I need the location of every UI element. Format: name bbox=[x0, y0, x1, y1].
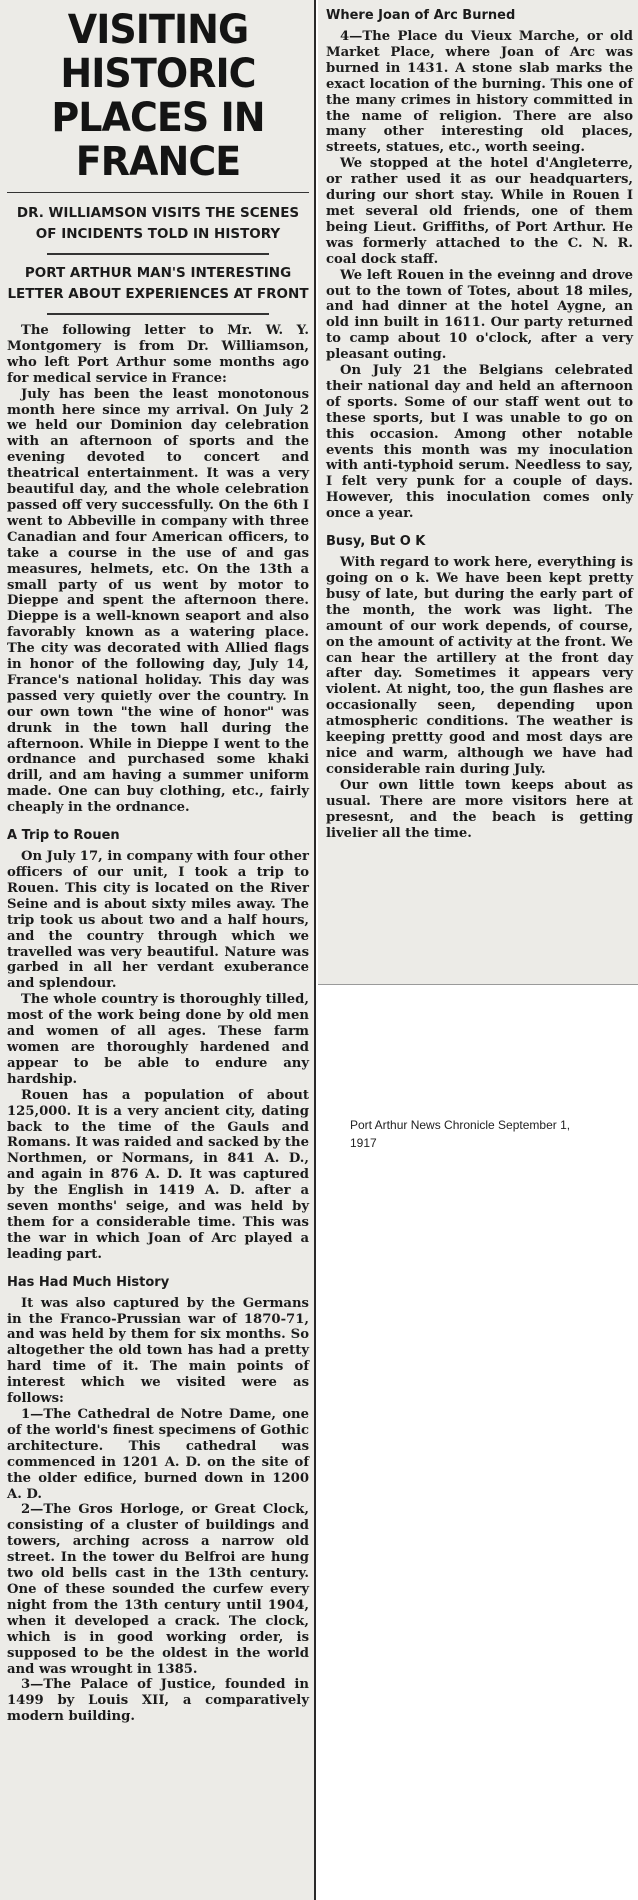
section-subhead: Has Had Much History bbox=[7, 1274, 170, 1290]
paragraph: 2—The Gros Horloge, or Great Clock, consisting of a cluster of buildings and towers, arching across a narrow old street. In the tower du Belfroi are hung two old bells cast in the 13th century. One of these sounded the curfew every night from the 13th century until 1904, when it developed a crack. The clock, which is in good working order, is supposed to be the oldest in the world and was wrought in 1385. bbox=[7, 1502, 309, 1677]
paragraph: Rouen has a population of about 125,000. It is a very ancient city, dating back to the time of the Gauls and Romans. It was raided and sacked by the Northmen, or Normans, in 841 A. D., and again in 876 A. D. It was captured by the English in 1419 A. D. after a seven months' seige, and was held by them for a considerable time. This was the war in which Joan of Arc played a leading part. bbox=[7, 1087, 309, 1262]
paragraph: With regard to work here, everything is going on o k. We have been kept pretty busy of late, but during the early part of the month, the work was light. The amount of our work depends, of course, on the amount of activity at the front. We can hear the artillery at the front day after day. Sometimes it appears very violent. At night, too, the gun flashes are occasionally seen, depending upon atmospheric conditions. The weather is keeping prettty good and most days are nice and warm, although we have had considerable rain during July. bbox=[326, 555, 633, 777]
right-column bbox=[318, 0, 638, 985]
paragraph: On July 21 the Belgians celebrated their national day and held an afternoon of sports. Some of our staff went out to these sports, but I was unable to go on this occasion. Among other notable events this month was my inoculation with anti-typhoid serum. Needless to say, I felt very punk for a couple of days. However, this inoculation comes only once a year. bbox=[326, 363, 633, 522]
headline-line-2: PLACES IN FRANCE bbox=[51, 95, 265, 185]
headline-line-1: VISITING HISTORIC bbox=[60, 7, 256, 97]
paragraph: 4—The Place du Vieux Marche, or old Market Place, where Joan of Arc was burned in 1431. A stone slab marks the exact location of the burning. This one of the many crimes in history committed in the name of religion. There are also many other interesting old places, streets, statues, etc., worth seeing. bbox=[326, 29, 633, 156]
paragraph: 1—The Cathedral de Notre Dame, one of the world's finest specimens of Gothic architecture. This cathedral was commenced in 1201 A. D. on the site of the older edifice, burned down in 1200 A. D. bbox=[7, 1407, 309, 1502]
right-article-body bbox=[326, 8, 633, 841]
paragraph: Our own little town keeps about as usual. There are more visitors here at presesnt, and the beach is getting livelier all the time. bbox=[326, 777, 633, 841]
left-article-body bbox=[7, 323, 309, 1725]
source-caption: Port Arthur News Chronicle September 1, 1917 bbox=[350, 1118, 571, 1150]
paragraph: The following letter to Mr. W. Y. Montgomery is from Dr. Williamson, who left Port Arthur some months ago for medical service in France: bbox=[7, 323, 309, 386]
paragraph: 3—The Palace of Justice, founded in 1499 by Louis XII, a comparatively modern building. bbox=[7, 1677, 309, 1725]
left-column bbox=[0, 0, 316, 1900]
paragraph: We left Rouen in the eveinng and drove out to the town of Totes, about 18 miles, and had dinner at the hotel Aygne, an old inn built in 1611. Our party returned to camp about 10 o'clock, after a very pleasant outing. bbox=[326, 267, 633, 363]
section-subhead: Busy, But O K bbox=[326, 534, 426, 550]
section-subhead: A Trip to Rouen bbox=[7, 828, 120, 844]
paragraph: On July 17, in company with four other officers of our unit, I took a trip to Rouen. This city is located on the River Seine and is about sixty miles away. The trip took us about two and a half hours, and the country through which we travelled was very beautiful. Nature was garbed in all her verdant exuberance and splendour. bbox=[7, 849, 309, 992]
deck-secondary: PORT ARTHUR MAN'S INTERESTING LETTER ABOUT EXPERIENCES AT FRONT bbox=[7, 265, 309, 302]
deck-primary: DR. WILLIAMSON VISITS THE SCENES OF INCIDENTS TOLD IN HISTORY bbox=[16, 205, 300, 242]
headline bbox=[15, 8, 302, 184]
paragraph: The whole country is thoroughly tilled, most of the work being done by old men and women of all ages. These farm women are thoroughly hardened and appear to be able to endure any hardship. bbox=[7, 992, 309, 1087]
section-subhead: Where Joan of Arc Burned bbox=[326, 8, 516, 23]
paragraph: It was also captured by the Germans in the Franco-Prussian war of 1870-71, and was held by them for six months. So altogether the old town has had a pretty hard time of it. The main points of interest which we visited were as follows: bbox=[7, 1295, 309, 1407]
divider bbox=[47, 253, 269, 255]
paragraph: July has been the least monotonous month here since my arrival. On July 2 we held our Dominion day celebration with an afternoon of sports and the evening devoted to concert and theatrical entertainment. It was a very beautiful day, and the whole celebration passed off very successfully. On the 6th I went to Abbeville in company with three Canadian and four American officers, to take a course in the use of and gas measures, helmets, etc. On the 13th a small party of us went by motor to Dieppe and spent the afternoon there. Dieppe is a well-known seaport and also favorably known as a watering place. The city was decorated with Allied flags in honor of the following day, July 14, France's national holiday. This day was passed very quietly over the country. In our own town "the wine of honor" was drunk in the town hall during the afternoon. While in Dieppe I went to the ordnance and purchased some khaki drill, and am having a summer uniform made. One can buy clothing, etc., fairly cheaply in the ordnance. bbox=[7, 386, 309, 816]
paragraph: We stopped at the hotel d'Angleterre, or rather used it as our headquarters, during our short stay. While in Rouen I met several old friends, one of them being Lieut. Griffiths, of Port Arthur. He was formerly attached to the C. N. R. coal dock staff. bbox=[326, 156, 633, 267]
divider bbox=[47, 313, 269, 315]
divider bbox=[7, 192, 309, 193]
